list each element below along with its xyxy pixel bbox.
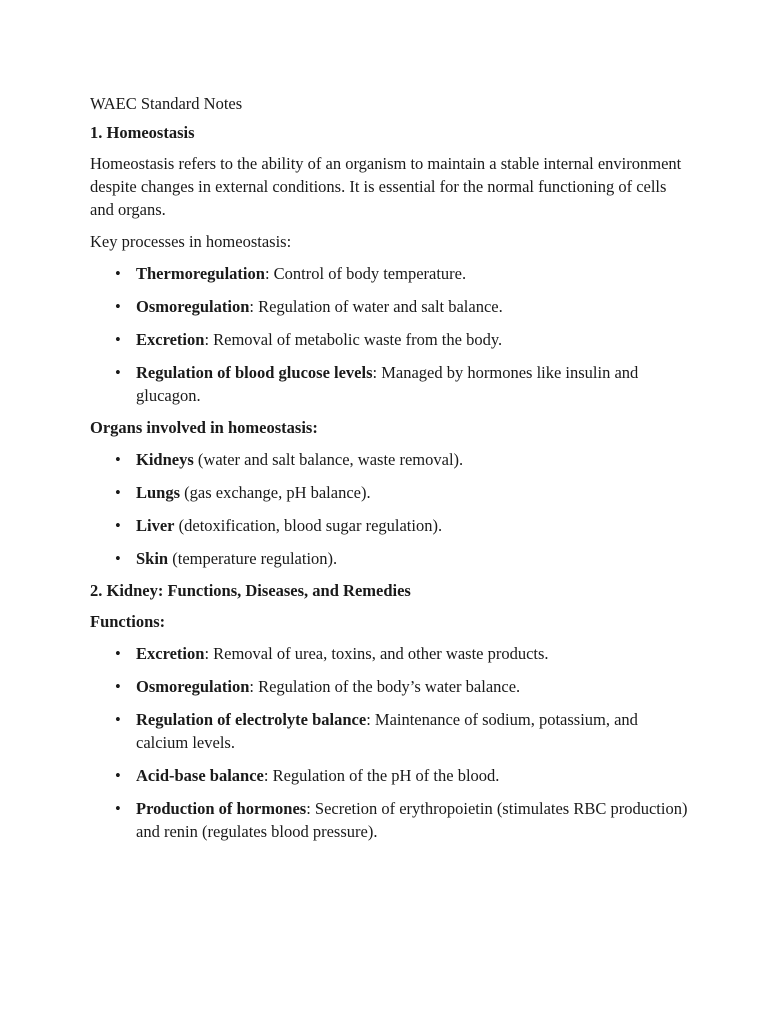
organs-label: Organs involved in homeostasis:	[90, 418, 318, 437]
list-item	[90, 481, 690, 504]
list-item-term: Acid-base balance	[136, 766, 264, 785]
bullet-icon: •	[115, 450, 121, 469]
bullet-icon: •	[115, 516, 121, 535]
list-item-term: Osmoregulation	[136, 297, 250, 316]
list-item-term: Excretion	[136, 330, 205, 349]
bullet-icon: •	[115, 799, 121, 818]
list-item-term: Thermoregulation	[136, 264, 265, 283]
homeostasis-intro: Homeostasis refers to the ability of an organism to maintain a stable internal environment despite changes in external conditions. It is essential for the normal functioning of cells and organs.	[90, 154, 682, 219]
bullet-icon: •	[115, 330, 121, 349]
kidney-functions-list	[90, 642, 690, 843]
list-item-term: Regulation of blood glucose levels	[136, 363, 373, 382]
bullet-icon: •	[115, 549, 121, 568]
list-item-desc: : Regulation of water and salt balance.	[249, 297, 503, 316]
list-item-desc: : Regulation of the pH of the blood.	[263, 766, 500, 785]
list-item-term: Production of hormones	[136, 799, 307, 818]
list-item	[90, 295, 690, 318]
key-processes-label: Key processes in homeostasis:	[90, 232, 292, 251]
list-item-desc: (detoxification, blood sugar regulation).	[174, 516, 443, 535]
functions-label: Functions:	[90, 612, 166, 631]
list-item	[90, 675, 690, 698]
section-heading-kidney: 2. Kidney: Functions, Diseases, and Remedies	[90, 581, 411, 600]
bullet-icon: •	[115, 483, 121, 502]
list-item	[90, 328, 690, 351]
list-item	[90, 514, 690, 537]
list-item-desc: : Secretion of erythropoietin (stimulates RBC production) and renin (regulates blood pressure).	[136, 799, 688, 841]
list-item-desc: : Regulation of the body’s water balance.	[249, 677, 521, 696]
list-item-desc: (water and salt balance, waste removal).	[193, 450, 464, 469]
list-item-term: Liver	[136, 516, 175, 535]
list-item-term: Regulation of electrolyte balance	[136, 710, 367, 729]
bullet-icon: •	[115, 264, 121, 283]
list-item	[90, 797, 690, 843]
list-item	[90, 448, 690, 471]
organs-list	[90, 448, 690, 570]
bullet-icon: •	[115, 710, 121, 729]
list-item-term: Kidneys	[136, 450, 194, 469]
document-title: WAEC Standard Notes	[90, 94, 243, 113]
list-item	[90, 547, 690, 570]
list-item-term: Skin	[136, 549, 169, 568]
list-item-term: Lungs	[136, 483, 181, 502]
bullet-icon: •	[115, 363, 121, 382]
list-item-desc: (gas exchange, pH balance).	[180, 483, 371, 502]
list-item	[90, 262, 690, 285]
list-item	[90, 361, 690, 407]
bullet-icon: •	[115, 644, 121, 663]
list-item-desc: (temperature regulation).	[168, 549, 338, 568]
document-page	[90, 92, 690, 852]
list-item-desc: : Removal of metabolic waste from the body.	[204, 330, 503, 349]
key-processes-list	[90, 262, 690, 407]
list-item	[90, 764, 690, 787]
list-item	[90, 642, 690, 665]
list-item-desc: : Removal of urea, toxins, and other waste products.	[204, 644, 549, 663]
list-item	[90, 708, 690, 754]
section-heading-homeostasis: 1. Homeostasis	[90, 123, 195, 142]
list-item-desc: : Managed by hormones like insulin and glucagon.	[136, 363, 639, 405]
bullet-icon: •	[115, 766, 121, 785]
bullet-icon: •	[115, 677, 121, 696]
bullet-icon: •	[115, 297, 121, 316]
list-item-term: Osmoregulation	[136, 677, 250, 696]
list-item-desc: : Maintenance of sodium, potassium, and calcium levels.	[136, 710, 638, 752]
list-item-term: Excretion	[136, 644, 205, 663]
list-item-desc: : Control of body temperature.	[264, 264, 467, 283]
